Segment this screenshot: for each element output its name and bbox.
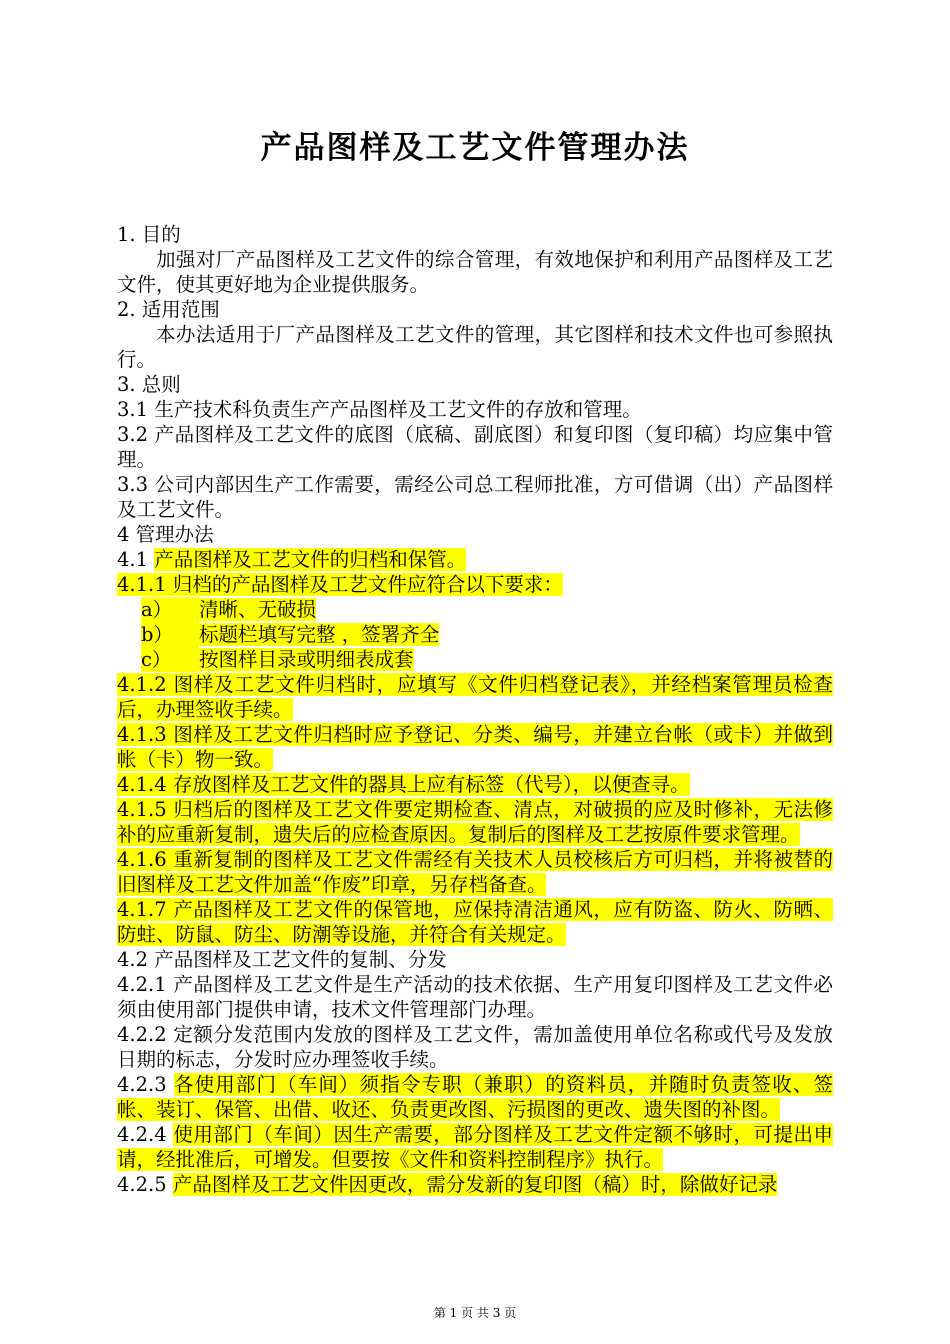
highlighted-text: 4.1.3 图样及工艺文件归档时应予登记、分类、编号，并建立台帐（或卡）并做到帐（卡）物一致。 [117, 723, 833, 771]
paragraph-text: 3. 总则 [117, 373, 181, 396]
paragraph-number: 4.2.4 [117, 1123, 174, 1146]
page-footer: 第 1 页 共 3 页 [433, 1306, 517, 1320]
paragraph-text: 加强对厂产品图样及工艺文件的综合管理，有效地保护和利用产品图样及工艺文件，使其更好地为企业提供服务。 [117, 248, 833, 296]
paragraph [117, 1072, 833, 1122]
paragraph [117, 547, 833, 572]
paragraph-text: 1. 目的 [117, 223, 181, 246]
paragraph-text: 4 管理办法 [117, 523, 214, 546]
highlighted-text: 4.1.2 图样及工艺文件归档时，应填写《文件归档登记表》，并经档案管理员检查后，办理签收手续。 [117, 673, 833, 721]
paragraph-text: 3.3 公司内部因生产工作需要，需经公司总工程师批准，方可借调（出）产品图样及工艺文件。 [117, 473, 833, 521]
highlighted-text: 4.1.6 重新复制的图样及工艺文件需经有关技术人员校核后方可归档，并将被替的旧图样及工艺文件加盖“作废”印章，另存档备查。 [117, 848, 833, 896]
paragraph [117, 297, 833, 322]
highlighted-text: 产品图样及工艺文件因更改，需分发新的复印图（稿）时，除做好记录 [172, 1173, 778, 1196]
paragraph-text: 本办法适用于厂产品图样及工艺文件的管理，其它图样和技术文件也可参照执行。 [117, 323, 833, 371]
paragraph [117, 947, 833, 972]
document-body [117, 222, 833, 1197]
paragraph [117, 597, 833, 622]
paragraph-text: 3.2 产品图样及工艺文件的底图（底稿、副底图）和复印图（复印稿）均应集中管理。 [117, 423, 833, 471]
paragraph [117, 847, 833, 897]
paragraph [117, 672, 833, 722]
highlighted-text: 使用部门（车间）因生产需要，部分图样及工艺文件定额不够时，可提出申请，经批准后，可增发。但要按《文件和资料控制程序》执行。 [117, 1123, 833, 1171]
paragraph-text: 3.1 生产技术科负责生产产品图样及工艺文件的存放和管理。 [117, 398, 642, 421]
paragraph [117, 572, 833, 597]
list-marker: b） [141, 622, 199, 647]
highlighted-text: 4.1.4 存放图样及工艺文件的器具上应有标签（代号），以便查寻。 [117, 773, 690, 796]
highlighted-text: 标题栏填写完整 ，签署齐全 [199, 623, 440, 646]
paragraph [117, 772, 833, 797]
paragraph [117, 397, 833, 422]
document-title: 产品图样及工艺文件管理办法 [260, 130, 690, 166]
paragraph-text: 4.2 产品图样及工艺文件的复制、分发 [117, 948, 447, 971]
paragraph-number: 4.2.5 [117, 1173, 173, 1196]
paragraph [117, 222, 833, 247]
paragraph [117, 372, 833, 397]
paragraph [117, 522, 833, 547]
highlighted-text: 清晰、无破损 [199, 598, 317, 621]
paragraph [117, 1022, 833, 1072]
paragraph [117, 1172, 833, 1197]
highlighted-text: 按图样目录或明细表成套 [199, 648, 414, 671]
paragraph-text: 4.2.1 产品图样及工艺文件是生产活动的技术依据、生产用复印图样及工艺文件必须由使用部门提供申请，技术文件管理部门办理。 [117, 973, 833, 1021]
paragraph [117, 897, 833, 947]
paragraph [117, 797, 833, 847]
highlighted-text: 各使用部门（车间）须指令专职（兼职）的资料员，并随时负责签收、签帐、装订、保管、出借、收还、负责更改图、污损图的更改、遗失图的补图。 [117, 1073, 833, 1121]
paragraph-number: 4.1 [117, 548, 155, 571]
paragraph-text: 2. 适用范围 [117, 298, 220, 321]
paragraph [117, 622, 833, 647]
highlighted-text: 4.1.1 归档的产品图样及工艺文件应符合以下要求： [117, 573, 563, 596]
highlighted-text: 产品图样及工艺文件的归档和保管。 [154, 548, 467, 571]
paragraph [117, 322, 833, 372]
highlighted-text: 4.1.7 产品图样及工艺文件的保管地，应保持清洁通风，应有防盗、防火、防晒、防蛀、防鼠、防尘、防潮等设施，并符合有关规定。 [117, 898, 833, 946]
paragraph [117, 972, 833, 1022]
paragraph [117, 647, 833, 672]
paragraph [117, 422, 833, 472]
list-marker: a） [141, 597, 199, 622]
highlighted-text: 4.1.5 归档后的图样及工艺文件要定期检查、清点，对破损的应及时修补，无法修补的应重新复制，遗失后的应检查原因。复制后的图样及工艺按原件要求管理。 [117, 798, 833, 846]
paragraph [117, 247, 833, 297]
paragraph-text: 4.2.2 定额分发范围内发放的图样及工艺文件，需加盖使用单位名称或代号及发放日期的标志，分发时应办理签收手续。 [117, 1023, 833, 1071]
list-marker: c） [141, 647, 199, 672]
paragraph [117, 472, 833, 522]
paragraph [117, 722, 833, 772]
paragraph [117, 1122, 833, 1172]
paragraph-number: 4.2.3 [117, 1073, 174, 1096]
